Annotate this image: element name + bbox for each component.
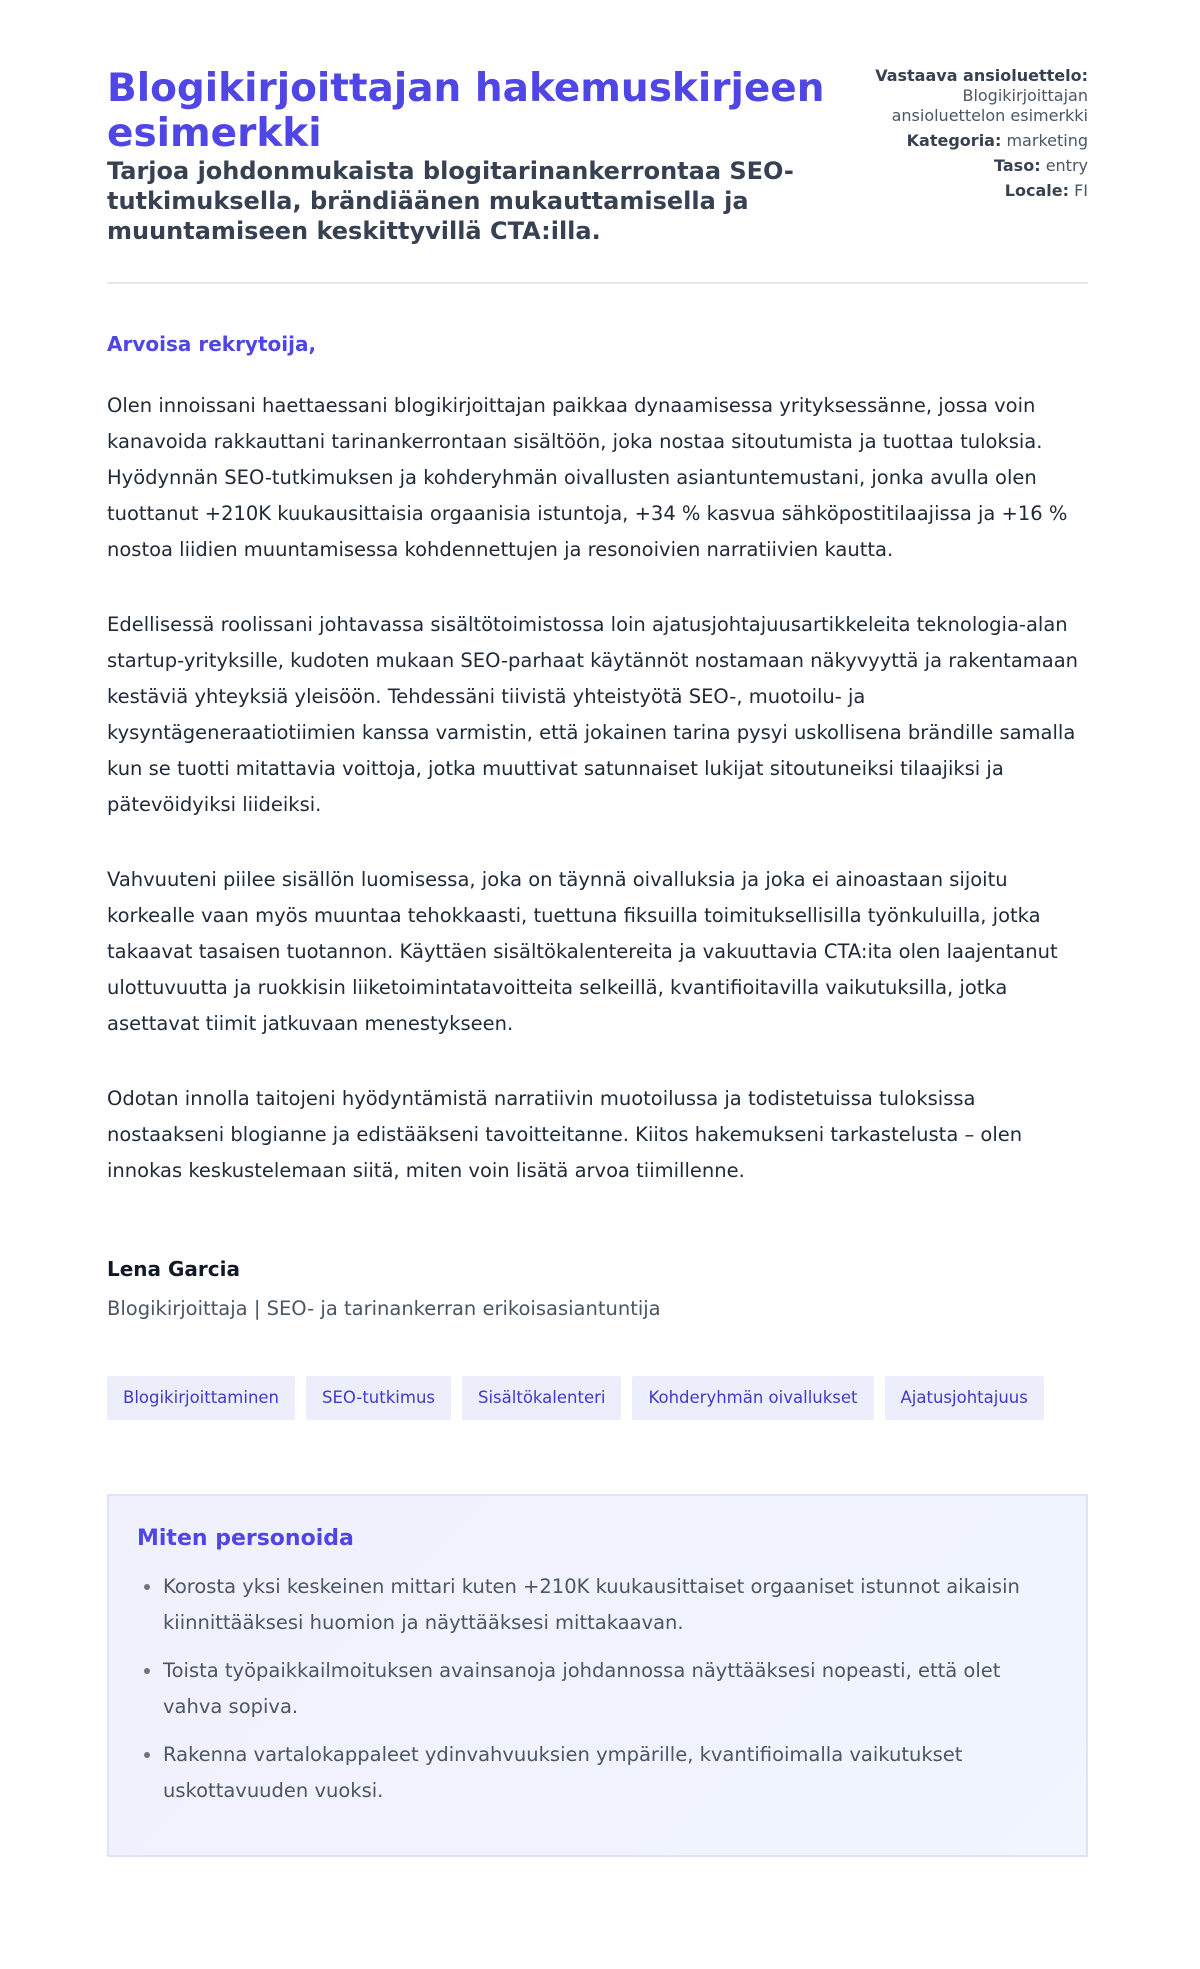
- meta-locale-value: FI: [1074, 181, 1088, 200]
- tips-title: Miten personoida: [137, 1526, 354, 1551]
- tip-item: • Rakenna vartalokappaleet ydinvahvuuksien ympärille, kvantifioimalla vaikutukset uskottavuuden vuoksi.: [163, 1737, 1058, 1809]
- tip-item: • Toista työpaikkailmoituksen avainsanoja johdannossa näyttääksesi nopeasti, että olet vahva sopiva.: [163, 1653, 1058, 1725]
- letter-paragraph: Olen innoissani haettaessani blogikirjoittajan paikkaa dynaamisessa yrityksessänne, jossa voin kanavoida rakkauttani tarinankerrontaan sisältöön, joka nostaa sitoutumista ja tuottaa tuloksia. Hyödynnän SEO-tutkimuksen ja kohderyhmän oivallusten asiantuntemustani, jonka avulla olen tuottanut +210K kuukausittaisia orgaanisia istuntoja, +34 % kasvua sähköpostitilaajissa ja +16 % nostoa liidien muuntamisessa kohdennettujen ja resonoivien narratiivien kautta.: [107, 394, 1068, 561]
- personalization-tips: [107, 1494, 1088, 1857]
- letter-paragraph: Odotan innolla taitojeni hyödyntämistä narratiivin muotoilussa ja todistetuissa tuloksissa nostaakseni blogianne ja edistääkseni tavoitteitanne. Kiitos hakemukseni tarkastelusta – olen innokas keskustelemaan siitä, miten voin lisätä arvoa tiimillenne.: [107, 1087, 1023, 1182]
- meta-resume: [858, 66, 1088, 126]
- tag[interactable]: Blogikirjoittaminen: [107, 1376, 295, 1420]
- tag-list: [107, 1376, 1088, 1420]
- meta-category-label: Kategoria:: [906, 131, 1002, 150]
- meta-level-label: Taso:: [994, 156, 1041, 175]
- cover-letter-page: [107, 0, 1088, 1857]
- page-title: Blogikirjoittajan hakemuskirjeen esimerkki: [107, 66, 825, 156]
- meta-resume-link[interactable]: Blogikirjoittajan ansioluettelon esimerkki: [891, 86, 1088, 125]
- meta-locale: [858, 181, 1088, 201]
- meta-category-value: marketing: [1006, 131, 1088, 150]
- signature-name: Lena Garcia: [107, 1257, 240, 1281]
- letter-paragraph: Vahvuuteni piilee sisällön luomisessa, joka on täynnä oivalluksia ja joka ei ainoastaan sijoitu korkealle vaan myös muuntaa tehokkaasti, tuettuna fiksuilla toimituksellisilla työnkuluilla, jotka takaavat tasaisen tuotannon. Käyttäen sisältökalentereita ja vakuuttavia CTA:ita olen laajentanut ulottuvuutta ja ruokkisin liiketoimintatavoitteita selkeillä, kvantifioitavilla vaikutuksilla, jotka asettavat tiimit jatkuvaan menestykseen.: [107, 868, 1058, 1035]
- meta-level: [858, 156, 1088, 176]
- signature-role: Blogikirjoittaja | SEO- ja tarinankerran erikoisasiantuntija: [107, 1297, 661, 1320]
- page-subtitle: Tarjoa johdonmukaista blogitarinankerrontaa SEO-tutkimuksella, brändiäänen mukauttamisella ja muuntamiseen keskittyvillä CTA:illa.: [107, 157, 794, 245]
- tag[interactable]: Ajatusjohtajuus: [885, 1376, 1044, 1420]
- divider: [107, 282, 1088, 284]
- tip-item: • Korosta yksi keskeinen mittari kuten +210K kuukausittaiset orgaaniset istunnot aikaisin kiinnittääksesi huomion ja näyttääksesi mittakaavan.: [163, 1569, 1058, 1641]
- tag[interactable]: SEO-tutkimus: [306, 1376, 451, 1420]
- signature: [107, 1257, 1088, 1320]
- tag[interactable]: Sisältökalenteri: [462, 1376, 621, 1420]
- page-header: [107, 0, 1088, 246]
- tips-list: [137, 1569, 1058, 1809]
- letter-paragraph: Edellisessä roolissani johtavassa sisältötoimistossa loin ajatusjohtajuusartikkeleita teknologia-alan startup-yrityksille, kudoten mukaan SEO-parhaat käytännöt nostamaan näkyvyyttä ja rakentamaan kestäviä yhteyksiä yleisöön. Tehdessäni tiivistä yhteistyötä SEO-, muotoilu- ja kysyntägeneraatiotiimien kanssa varmistin, että jokainen tarina pysyi uskollisena brändille samalla kun se tuotti mitattavia voittoja, jotka muuttivat satunnaiset lukijat sitoutuneiksi tilaajiksi ja pätevöidyiksi liideiksi.: [107, 613, 1079, 816]
- meta-locale-label: Locale:: [1004, 181, 1069, 200]
- meta-info: [858, 66, 1088, 246]
- meta-resume-label: Vastaava ansioluettelo:: [875, 66, 1088, 85]
- greeting: Arvoisa rekrytoija,: [107, 332, 317, 356]
- meta-level-value: entry: [1045, 156, 1088, 175]
- meta-category: [858, 131, 1088, 151]
- tag[interactable]: Kohderyhmän oivallukset: [632, 1376, 873, 1420]
